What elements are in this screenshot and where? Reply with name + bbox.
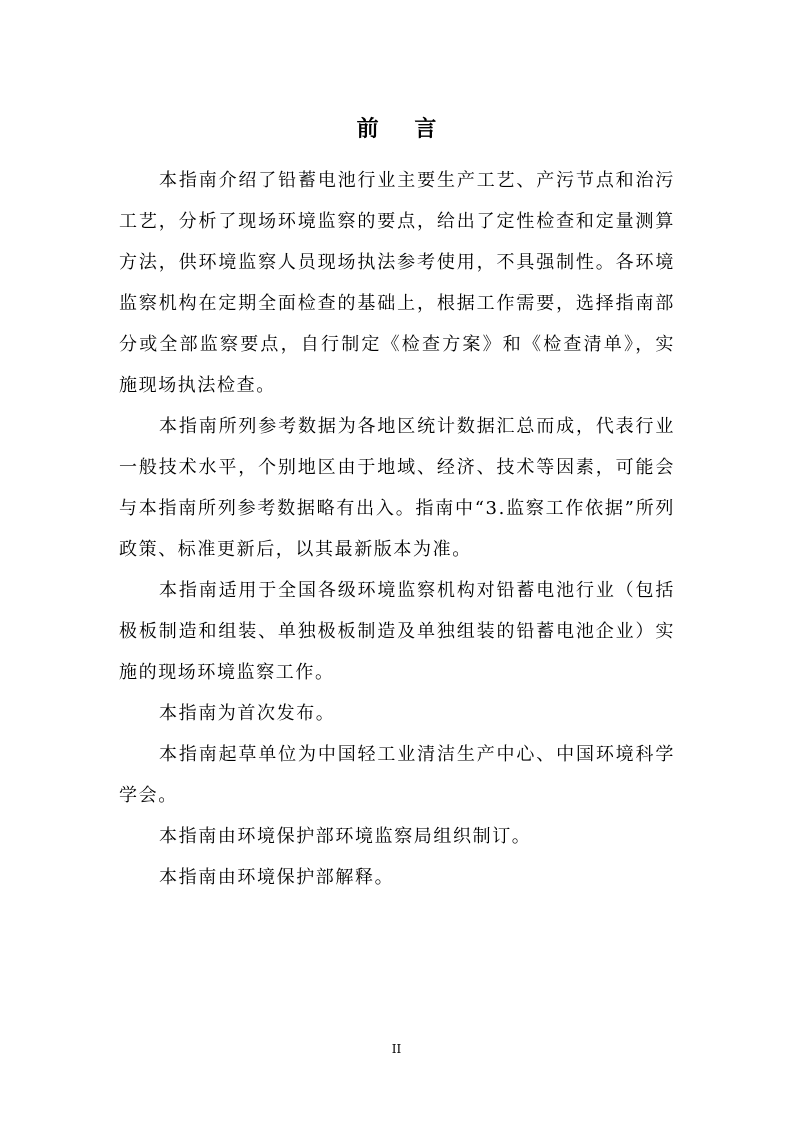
- paragraph-reference-data: 本指南所列参考数据为各地区统计数据汇总而成，代表行业一般技术水平，个别地区由于地域、经济、技术等因素，可能会与本指南所列参考数据略有出入。指南中“3.监察工作依据”所列政策、标准更新后，以其最新版本为准。: [119, 416, 675, 560]
- paragraph-interpretation: 本指南由环境保护部解释。: [159, 867, 395, 888]
- paragraph-drafting-units: 本指南起草单位为中国轻工业清洁生产中心、中国环境科学学会。: [119, 744, 675, 806]
- paragraph-first-release: 本指南为首次发布。: [159, 703, 336, 724]
- page-title: 前 言: [356, 116, 451, 142]
- page-number: II: [391, 1042, 402, 1056]
- paragraph-scope-intro: 本指南介绍了铅蓄电池行业主要生产工艺、产污节点和治污工艺，分析了现场环境监察的要点，给出了定性检查和定量测算方法，供环境监察人员现场执法参考使用，不具强制性。各环境监察机构在定期全面检查的基础上，根据工作需要，选择指南部分或全部监察要点，自行制定《检查方案》和《检查清单》，实施现场执法检查。: [119, 170, 675, 396]
- preface-body: [119, 160, 675, 898]
- paragraph-organizer: 本指南由环境保护部环境监察局组织制订。: [159, 826, 532, 847]
- paragraph-applicability: 本指南适用于全国各级环境监察机构对铅蓄电池行业（包括极板制造和组装、单独极板制造及单独组装的铅蓄电池企业）实施的现场环境监察工作。: [119, 580, 675, 683]
